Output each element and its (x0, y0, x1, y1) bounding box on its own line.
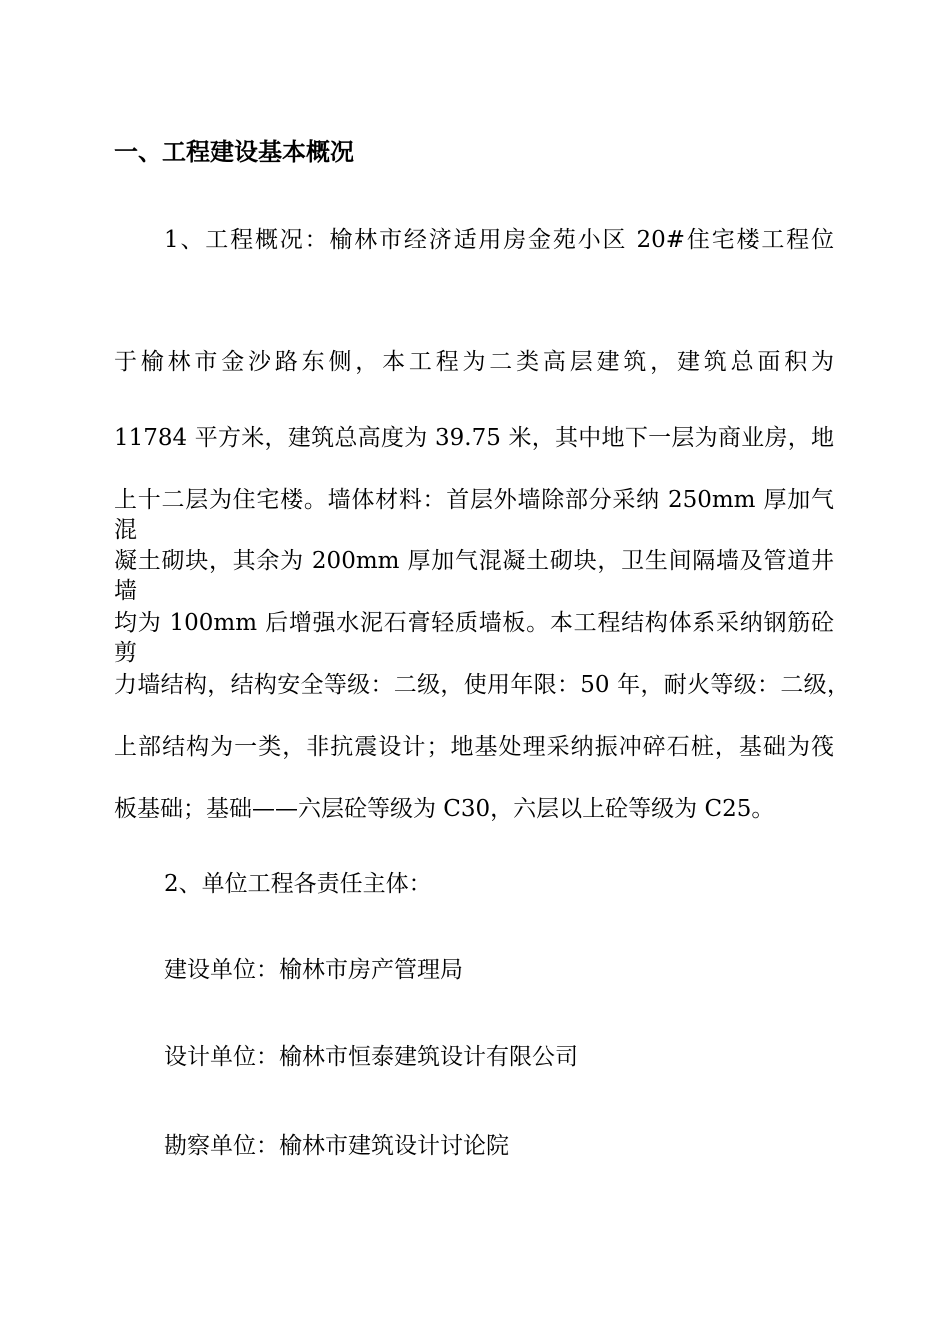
overview-line-7: 力墙结构，结构安全等级：二级，使用年限：50 年，耐火等级：二级， (114, 672, 850, 698)
overview-line-2: 于榆林市金沙路东侧，本工程为二类高层建筑，建筑总面积为 (114, 349, 834, 375)
overview-line-5: 凝土砌块，其余为 200mm 厚加气混凝土砌块，卫生间隔墙及管道井墙 (114, 548, 834, 604)
designer-unit: 设计单位：榆林市恒泰建筑设计有限公司 (164, 1044, 578, 1070)
builder-unit: 建设单位：榆林市房产管理局 (164, 957, 463, 983)
overview-line-6: 均为 100mm 后增强水泥石膏轻质墙板。本工程结构体系采纳钢筋砼剪 (114, 610, 834, 666)
overview-line-4: 上十二层为住宅楼。墙体材料：首层外墙除部分采纳 250mm 厚加气混 (114, 487, 834, 543)
section-heading: 一、工程建设基本概况 (114, 137, 354, 166)
overview-line-3: 11784 平方米，建筑总高度为 39.75 米，其中地下一层为商业房，地 (114, 425, 834, 451)
surveyor-unit: 勘察单位：榆林市建筑设计讨论院 (164, 1133, 509, 1159)
responsibility-title: 2、单位工程各责任主体： (164, 871, 432, 897)
overview-line-9: 板基础；基础——六层砼等级为 C30，六层以上砼等级为 C25。 (114, 796, 775, 822)
overview-line-1: 1、工程概况：榆林市经济适用房金苑小区 20#住宅楼工程位 (164, 227, 834, 253)
overview-line-8: 上部结构为一类，非抗震设计；地基处理采纳振冲碎石桩，基础为筏 (114, 734, 834, 760)
